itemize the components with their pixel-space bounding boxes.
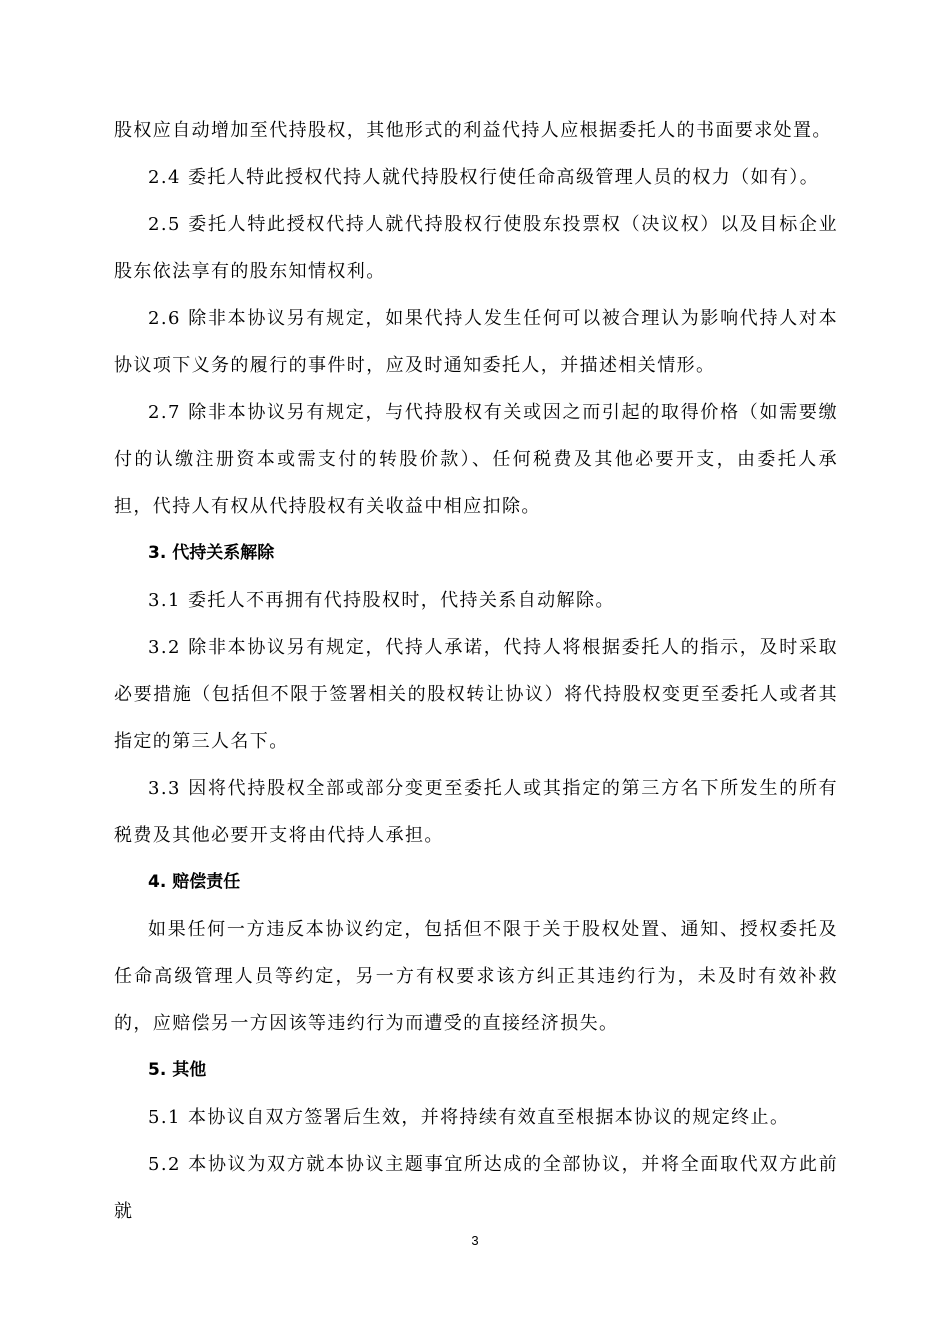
section-5-heading: 5. 其他 <box>148 1060 207 1080</box>
page-number: 3 <box>471 1233 479 1248</box>
clause-3-2: 3.2 除非本协议另有规定，代持人承诺，代持人将根据委托人的指示，及时采取必要措施（包括但不限于签署相关的股权转让协议）将代持股权变更至委托人或者其指定的第三人名下。 <box>114 637 838 752</box>
section-3-heading: 3. 代持关系解除 <box>148 543 275 563</box>
document-body <box>114 107 838 1235</box>
clause-2-6: 2.6 除非本协议另有规定，如果代持人发生任何可以被合理认为影响代持人对本协议项下义务的履行的事件时，应及时通知委托人，并描述相关情形。 <box>114 308 838 376</box>
paragraph-continuation: 股权应自动增加至代持股权，其他形式的利益代持人应根据委托人的书面要求处置。 <box>114 120 832 141</box>
clause-5-2: 5.2 本协议为双方就本协议主题事宜所达成的全部协议，并将全面取代双方此前就 <box>114 1154 838 1222</box>
clause-4-body: 如果任何一方违反本协议约定，包括但不限于关于股权处置、通知、授权委托及任命高级管理人员等约定，另一方有权要求该方纠正其违约行为，未及时有效补救的，应赔偿另一方因该等违约行为而遭受的直接经济损失。 <box>114 919 838 1034</box>
clause-2-4: 2.4 委托人特此授权代持人就代持股权行使任命高级管理人员的权力（如有）。 <box>148 167 820 188</box>
clause-2-5: 2.5 委托人特此授权代持人就代持股权行使股东投票权（决议权）以及目标企业股东依法享有的股东知情权利。 <box>114 214 838 282</box>
clause-3-3: 3.3 因将代持股权全部或部分变更至委托人或其指定的第三方名下所发生的所有税费及其他必要开支将由代持人承担。 <box>114 778 838 846</box>
section-4-heading: 4. 赔偿责任 <box>148 872 241 892</box>
clause-3-1: 3.1 委托人不再拥有代持股权时，代持关系自动解除。 <box>148 590 615 611</box>
clause-5-1: 5.1 本协议自双方签署后生效，并将持续有效直至根据本协议的规定终止。 <box>148 1107 790 1128</box>
clause-2-7: 2.7 除非本协议另有规定，与代持股权有关或因之而引起的取得价格（如需要缴付的认缴注册资本或需支付的转股价款）、任何税费及其他必要开支，由委托人承担，代持人有权从代持股权有关收益中相应扣除。 <box>114 402 838 517</box>
